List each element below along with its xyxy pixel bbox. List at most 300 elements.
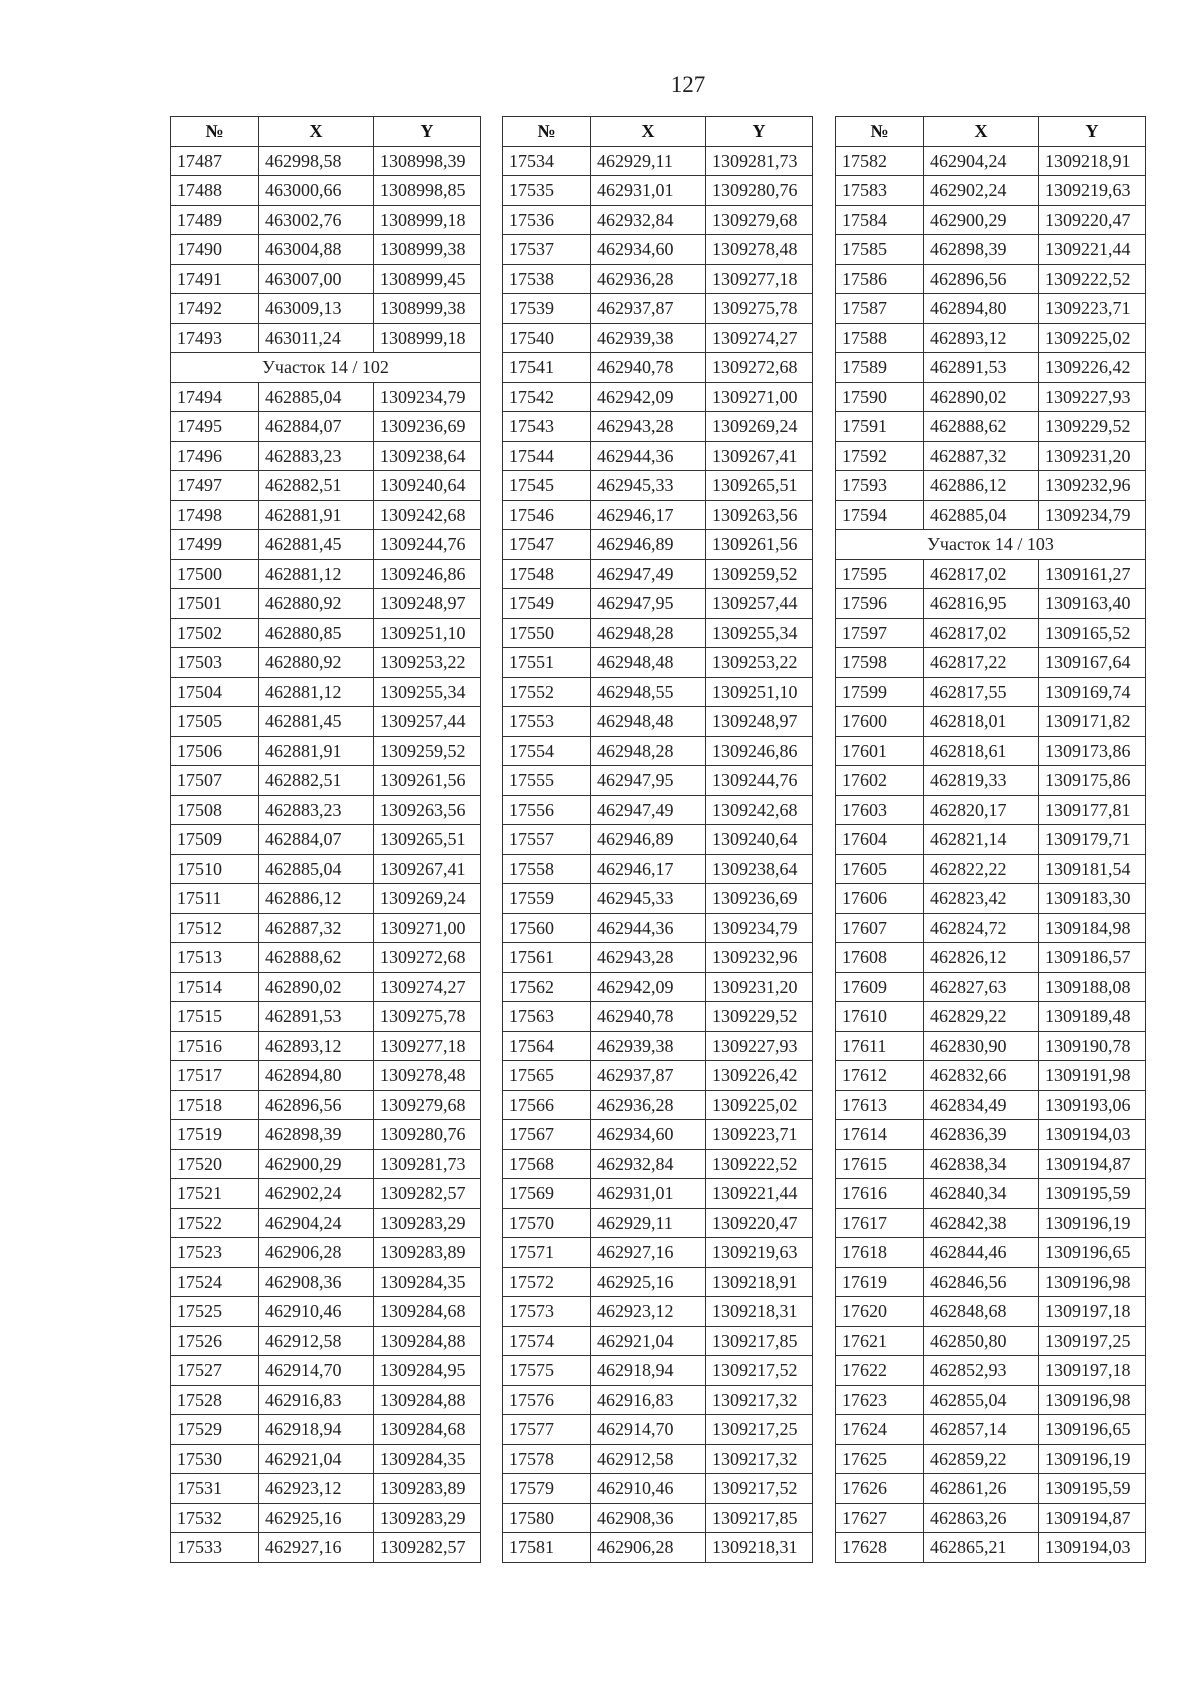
y-coordinate-cell: 1309274,27 — [706, 323, 813, 353]
point-number-cell: 17516 — [171, 1031, 259, 1061]
y-coordinate-cell: 1309280,76 — [706, 176, 813, 206]
x-coordinate-cell: 462881,91 — [259, 736, 374, 766]
y-coordinate-cell: 1308999,38 — [374, 235, 481, 265]
y-coordinate-cell: 1309229,52 — [1039, 412, 1146, 442]
point-number-cell: 17489 — [171, 205, 259, 235]
y-coordinate-cell: 1309283,89 — [374, 1238, 481, 1268]
y-coordinate-cell: 1309281,73 — [374, 1149, 481, 1179]
table-row — [503, 972, 813, 1002]
point-number-cell: 17578 — [503, 1444, 591, 1474]
section-row — [171, 353, 481, 383]
point-number-cell: 17540 — [503, 323, 591, 353]
y-coordinate-cell: 1309220,47 — [706, 1208, 813, 1238]
x-coordinate-cell: 462818,61 — [924, 736, 1039, 766]
point-number-cell: 17491 — [171, 264, 259, 294]
point-number-cell: 17561 — [503, 943, 591, 973]
point-number-cell: 17497 — [171, 471, 259, 501]
y-coordinate-cell: 1309236,69 — [706, 884, 813, 914]
y-coordinate-cell: 1309218,91 — [706, 1267, 813, 1297]
point-number-cell: 17555 — [503, 766, 591, 796]
x-coordinate-cell: 462900,29 — [259, 1149, 374, 1179]
x-coordinate-cell: 462882,51 — [259, 471, 374, 501]
y-coordinate-cell: 1309190,78 — [1039, 1031, 1146, 1061]
y-coordinate-cell: 1309275,78 — [706, 294, 813, 324]
table-row — [503, 1179, 813, 1209]
table-row — [836, 412, 1146, 442]
table-row — [171, 323, 481, 353]
y-coordinate-cell: 1309251,10 — [374, 618, 481, 648]
table-row — [503, 707, 813, 737]
table-row — [171, 235, 481, 265]
y-coordinate-cell: 1308999,18 — [374, 205, 481, 235]
table-row — [836, 1297, 1146, 1327]
x-coordinate-cell: 462910,46 — [259, 1297, 374, 1327]
y-coordinate-cell: 1309169,74 — [1039, 677, 1146, 707]
point-number-cell: 17597 — [836, 618, 924, 648]
y-coordinate-cell: 1309257,44 — [706, 589, 813, 619]
point-number-cell: 17512 — [171, 913, 259, 943]
x-coordinate-cell: 462945,33 — [591, 471, 706, 501]
y-coordinate-cell: 1309217,52 — [706, 1356, 813, 1386]
table-row — [836, 677, 1146, 707]
y-coordinate-cell: 1309231,20 — [1039, 441, 1146, 471]
table-row — [836, 1002, 1146, 1032]
x-coordinate-cell: 462923,12 — [591, 1297, 706, 1327]
point-number-cell: 17524 — [171, 1267, 259, 1297]
table-row — [836, 176, 1146, 206]
table-row — [503, 677, 813, 707]
point-number-cell: 17562 — [503, 972, 591, 1002]
x-coordinate-cell: 462885,04 — [259, 854, 374, 884]
x-coordinate-cell: 462884,07 — [259, 412, 374, 442]
x-coordinate-cell: 462946,17 — [591, 500, 706, 530]
point-number-cell: 17586 — [836, 264, 924, 294]
point-number-cell: 17523 — [171, 1238, 259, 1268]
y-coordinate-cell: 1309217,85 — [706, 1503, 813, 1533]
y-coordinate-cell: 1309281,73 — [706, 146, 813, 176]
x-coordinate-cell: 462921,04 — [591, 1326, 706, 1356]
y-coordinate-cell: 1309265,51 — [706, 471, 813, 501]
table-row — [503, 1444, 813, 1474]
y-coordinate-cell: 1309222,52 — [706, 1149, 813, 1179]
y-coordinate-cell: 1309219,63 — [1039, 176, 1146, 206]
y-coordinate-cell: 1309284,35 — [374, 1267, 481, 1297]
table-row — [836, 1503, 1146, 1533]
x-coordinate-cell: 462881,91 — [259, 500, 374, 530]
point-number-cell: 17599 — [836, 677, 924, 707]
y-coordinate-cell: 1309269,24 — [706, 412, 813, 442]
y-coordinate-cell: 1309267,41 — [706, 441, 813, 471]
point-number-cell: 17591 — [836, 412, 924, 442]
point-number-cell: 17589 — [836, 353, 924, 383]
table-row — [836, 1356, 1146, 1386]
x-coordinate-cell: 462948,28 — [591, 736, 706, 766]
x-coordinate-cell: 462896,56 — [259, 1090, 374, 1120]
y-coordinate-cell: 1309272,68 — [706, 353, 813, 383]
y-coordinate-cell: 1309229,52 — [706, 1002, 813, 1032]
y-coordinate-cell: 1309177,81 — [1039, 795, 1146, 825]
y-coordinate-cell: 1308999,38 — [374, 294, 481, 324]
x-coordinate-cell: 462948,48 — [591, 648, 706, 678]
table-row — [171, 913, 481, 943]
x-coordinate-cell: 462881,45 — [259, 707, 374, 737]
point-number-cell: 17595 — [836, 559, 924, 589]
x-coordinate-cell: 462893,12 — [924, 323, 1039, 353]
y-coordinate-cell: 1309173,86 — [1039, 736, 1146, 766]
x-coordinate-cell: 462818,01 — [924, 707, 1039, 737]
x-coordinate-cell: 462821,14 — [924, 825, 1039, 855]
table-row — [836, 1090, 1146, 1120]
x-coordinate-cell: 462929,11 — [591, 1208, 706, 1238]
y-coordinate-cell: 1309263,56 — [374, 795, 481, 825]
point-number-cell: 17563 — [503, 1002, 591, 1032]
point-number-cell: 17510 — [171, 854, 259, 884]
table-row — [503, 1326, 813, 1356]
table-row — [171, 766, 481, 796]
point-number-cell: 17568 — [503, 1149, 591, 1179]
y-coordinate-cell: 1309217,25 — [706, 1415, 813, 1445]
coordinates-table-1 — [170, 116, 481, 1563]
point-number-cell: 17622 — [836, 1356, 924, 1386]
x-coordinate-cell: 462906,28 — [591, 1533, 706, 1563]
table-row — [503, 1208, 813, 1238]
x-coordinate-cell: 462894,80 — [924, 294, 1039, 324]
table-row — [503, 205, 813, 235]
y-coordinate-cell: 1309223,71 — [706, 1120, 813, 1150]
point-number-cell: 17625 — [836, 1444, 924, 1474]
header-row — [171, 117, 481, 147]
y-coordinate-cell: 1309221,44 — [706, 1179, 813, 1209]
x-coordinate-cell: 462830,90 — [924, 1031, 1039, 1061]
table-row — [836, 1238, 1146, 1268]
x-coordinate-cell: 462908,36 — [259, 1267, 374, 1297]
y-coordinate-cell: 1309231,20 — [706, 972, 813, 1002]
x-coordinate-cell: 462904,24 — [924, 146, 1039, 176]
point-number-cell: 17529 — [171, 1415, 259, 1445]
y-coordinate-cell: 1309218,91 — [1039, 146, 1146, 176]
point-number-cell: 17590 — [836, 382, 924, 412]
x-coordinate-cell: 462916,83 — [591, 1385, 706, 1415]
y-coordinate-cell: 1308998,39 — [374, 146, 481, 176]
y-coordinate-cell: 1309234,79 — [1039, 500, 1146, 530]
point-number-cell: 17579 — [503, 1474, 591, 1504]
table-row — [171, 559, 481, 589]
point-number-cell: 17581 — [503, 1533, 591, 1563]
x-coordinate-cell: 462888,62 — [924, 412, 1039, 442]
table-row — [836, 707, 1146, 737]
table-row — [836, 353, 1146, 383]
table-row — [503, 1149, 813, 1179]
table-row — [503, 353, 813, 383]
table-row — [836, 825, 1146, 855]
point-number-cell: 17521 — [171, 1179, 259, 1209]
y-coordinate-cell: 1309196,19 — [1039, 1444, 1146, 1474]
x-coordinate-cell: 462939,38 — [591, 323, 706, 353]
x-coordinate-cell: 462885,04 — [259, 382, 374, 412]
point-number-cell: 17554 — [503, 736, 591, 766]
y-coordinate-cell: 1309284,88 — [374, 1385, 481, 1415]
y-coordinate-cell: 1309261,56 — [706, 530, 813, 560]
table-row — [171, 648, 481, 678]
x-coordinate-cell: 462844,46 — [924, 1238, 1039, 1268]
table-row — [171, 1297, 481, 1327]
point-number-cell: 17535 — [503, 176, 591, 206]
x-coordinate-cell: 462914,70 — [591, 1415, 706, 1445]
y-coordinate-cell: 1309283,89 — [374, 1474, 481, 1504]
table-row — [836, 1533, 1146, 1563]
y-coordinate-cell: 1309234,79 — [706, 913, 813, 943]
point-number-cell: 17615 — [836, 1149, 924, 1179]
point-number-cell: 17559 — [503, 884, 591, 914]
y-coordinate-cell: 1309242,68 — [374, 500, 481, 530]
table-row — [503, 235, 813, 265]
point-number-cell: 17539 — [503, 294, 591, 324]
x-coordinate-cell: 462946,17 — [591, 854, 706, 884]
y-coordinate-cell: 1309181,54 — [1039, 854, 1146, 884]
x-coordinate-cell: 462918,94 — [591, 1356, 706, 1386]
y-coordinate-cell: 1309186,57 — [1039, 943, 1146, 973]
table-row — [171, 825, 481, 855]
table-row — [171, 1061, 481, 1091]
table-row — [503, 382, 813, 412]
y-coordinate-cell: 1309271,00 — [374, 913, 481, 943]
table-row — [503, 1031, 813, 1061]
point-number-cell: 17619 — [836, 1267, 924, 1297]
table-row — [503, 884, 813, 914]
y-coordinate-cell: 1309218,31 — [706, 1297, 813, 1327]
y-coordinate-cell: 1309271,00 — [706, 382, 813, 412]
point-number-cell: 17571 — [503, 1238, 591, 1268]
table-row — [503, 176, 813, 206]
x-coordinate-cell: 462937,87 — [591, 1061, 706, 1091]
page-number: 127 — [670, 72, 706, 97]
table-row — [503, 825, 813, 855]
x-coordinate-cell: 462942,09 — [591, 382, 706, 412]
x-coordinate-cell: 462934,60 — [591, 1120, 706, 1150]
point-number-cell: 17537 — [503, 235, 591, 265]
table-row — [171, 1267, 481, 1297]
point-number-cell: 17627 — [836, 1503, 924, 1533]
x-coordinate-cell: 462947,95 — [591, 589, 706, 619]
x-coordinate-cell: 462884,07 — [259, 825, 374, 855]
table-row — [836, 1061, 1146, 1091]
table-row — [836, 884, 1146, 914]
y-coordinate-cell: 1309221,44 — [1039, 235, 1146, 265]
x-coordinate-cell: 462817,22 — [924, 648, 1039, 678]
x-coordinate-cell: 462838,34 — [924, 1149, 1039, 1179]
y-coordinate-cell: 1309240,64 — [374, 471, 481, 501]
x-coordinate-cell: 463002,76 — [259, 205, 374, 235]
y-coordinate-cell: 1309284,68 — [374, 1415, 481, 1445]
point-number-cell: 17526 — [171, 1326, 259, 1356]
x-coordinate-cell: 462910,46 — [591, 1474, 706, 1504]
y-coordinate-cell: 1309194,87 — [1039, 1503, 1146, 1533]
x-coordinate-cell: 462891,53 — [259, 1002, 374, 1032]
x-coordinate-cell: 462898,39 — [259, 1120, 374, 1150]
x-coordinate-cell: 462945,33 — [591, 884, 706, 914]
y-coordinate-cell: 1309175,86 — [1039, 766, 1146, 796]
y-coordinate-cell: 1309284,88 — [374, 1326, 481, 1356]
point-number-cell: 17547 — [503, 530, 591, 560]
table-row — [836, 441, 1146, 471]
table-row — [836, 1120, 1146, 1150]
y-coordinate-cell: 1309277,18 — [706, 264, 813, 294]
table-row — [171, 1002, 481, 1032]
y-coordinate-cell: 1309259,52 — [374, 736, 481, 766]
table-row — [836, 913, 1146, 943]
point-number-cell: 17605 — [836, 854, 924, 884]
y-coordinate-cell: 1309197,18 — [1039, 1297, 1146, 1327]
table-row — [503, 146, 813, 176]
point-number-cell: 17492 — [171, 294, 259, 324]
x-coordinate-cell: 462896,56 — [924, 264, 1039, 294]
x-coordinate-cell: 462927,16 — [259, 1533, 374, 1563]
x-coordinate-cell: 462817,02 — [924, 618, 1039, 648]
y-coordinate-cell: 1309223,71 — [1039, 294, 1146, 324]
table-row — [836, 972, 1146, 1002]
table-row — [503, 618, 813, 648]
point-number-cell: 17618 — [836, 1238, 924, 1268]
section-title: Участок 14 / 102 — [171, 353, 481, 383]
y-coordinate-cell: 1309244,76 — [706, 766, 813, 796]
x-coordinate-cell: 462925,16 — [591, 1267, 706, 1297]
x-coordinate-cell: 462947,49 — [591, 795, 706, 825]
point-number-cell: 17598 — [836, 648, 924, 678]
y-coordinate-cell: 1309257,44 — [374, 707, 481, 737]
y-coordinate-cell: 1309194,03 — [1039, 1533, 1146, 1563]
y-coordinate-cell: 1309284,68 — [374, 1297, 481, 1327]
point-number-cell: 17607 — [836, 913, 924, 943]
table-row — [503, 943, 813, 973]
point-number-cell: 17557 — [503, 825, 591, 855]
x-coordinate-cell: 462836,39 — [924, 1120, 1039, 1150]
table-row — [171, 677, 481, 707]
header-y: Y — [374, 117, 481, 147]
y-coordinate-cell: 1309183,30 — [1039, 884, 1146, 914]
point-number-cell: 17499 — [171, 530, 259, 560]
x-coordinate-cell: 462904,24 — [259, 1208, 374, 1238]
table-row — [836, 235, 1146, 265]
x-coordinate-cell: 462882,51 — [259, 766, 374, 796]
x-coordinate-cell: 462834,49 — [924, 1090, 1039, 1120]
y-coordinate-cell: 1309225,02 — [706, 1090, 813, 1120]
y-coordinate-cell: 1309279,68 — [374, 1090, 481, 1120]
table-row — [171, 1149, 481, 1179]
point-number-cell: 17544 — [503, 441, 591, 471]
point-number-cell: 17610 — [836, 1002, 924, 1032]
point-number-cell: 17532 — [171, 1503, 259, 1533]
table-row — [836, 1385, 1146, 1415]
table-row — [836, 382, 1146, 412]
x-coordinate-cell: 463007,00 — [259, 264, 374, 294]
point-number-cell: 17517 — [171, 1061, 259, 1091]
x-coordinate-cell: 462940,78 — [591, 353, 706, 383]
table-row — [171, 736, 481, 766]
point-number-cell: 17606 — [836, 884, 924, 914]
y-coordinate-cell: 1309234,79 — [374, 382, 481, 412]
point-number-cell: 17623 — [836, 1385, 924, 1415]
table-row — [171, 146, 481, 176]
x-coordinate-cell: 462937,87 — [591, 294, 706, 324]
y-coordinate-cell: 1309280,76 — [374, 1120, 481, 1150]
point-number-cell: 17551 — [503, 648, 591, 678]
table-row — [171, 1090, 481, 1120]
point-number-cell: 17509 — [171, 825, 259, 855]
x-coordinate-cell: 463009,13 — [259, 294, 374, 324]
x-coordinate-cell: 462912,58 — [259, 1326, 374, 1356]
y-coordinate-cell: 1309217,32 — [706, 1444, 813, 1474]
point-number-cell: 17588 — [836, 323, 924, 353]
y-coordinate-cell: 1309226,42 — [706, 1061, 813, 1091]
y-coordinate-cell: 1309240,64 — [706, 825, 813, 855]
point-number-cell: 17603 — [836, 795, 924, 825]
x-coordinate-cell: 462946,89 — [591, 530, 706, 560]
y-coordinate-cell: 1309194,87 — [1039, 1149, 1146, 1179]
x-coordinate-cell: 462936,28 — [591, 1090, 706, 1120]
point-number-cell: 17506 — [171, 736, 259, 766]
x-coordinate-cell: 462881,45 — [259, 530, 374, 560]
y-coordinate-cell: 1309284,35 — [374, 1444, 481, 1474]
x-coordinate-cell: 462921,04 — [259, 1444, 374, 1474]
y-coordinate-cell: 1309253,22 — [706, 648, 813, 678]
point-number-cell: 17602 — [836, 766, 924, 796]
table-row — [171, 264, 481, 294]
table-row — [503, 589, 813, 619]
y-coordinate-cell: 1309179,71 — [1039, 825, 1146, 855]
table-row — [503, 1120, 813, 1150]
point-number-cell: 17604 — [836, 825, 924, 855]
x-coordinate-cell: 462912,58 — [591, 1444, 706, 1474]
y-coordinate-cell: 1309263,56 — [706, 500, 813, 530]
table-row — [836, 1179, 1146, 1209]
table-row — [503, 294, 813, 324]
point-number-cell: 17487 — [171, 146, 259, 176]
x-coordinate-cell: 462932,84 — [591, 1149, 706, 1179]
x-coordinate-cell: 462888,62 — [259, 943, 374, 973]
x-coordinate-cell: 462894,80 — [259, 1061, 374, 1091]
table-row — [836, 264, 1146, 294]
y-coordinate-cell: 1309232,96 — [1039, 471, 1146, 501]
point-number-cell: 17498 — [171, 500, 259, 530]
x-coordinate-cell: 462906,28 — [259, 1238, 374, 1268]
y-coordinate-cell: 1309246,86 — [706, 736, 813, 766]
x-coordinate-cell: 462936,28 — [591, 264, 706, 294]
y-coordinate-cell: 1309161,27 — [1039, 559, 1146, 589]
x-coordinate-cell: 463011,24 — [259, 323, 374, 353]
point-number-cell: 17577 — [503, 1415, 591, 1445]
header-row — [503, 117, 813, 147]
x-coordinate-cell: 462883,23 — [259, 795, 374, 825]
x-coordinate-cell: 462893,12 — [259, 1031, 374, 1061]
table-row — [836, 1415, 1146, 1445]
coordinates-table-2 — [502, 116, 813, 1563]
table-row — [503, 1533, 813, 1563]
point-number-cell: 17495 — [171, 412, 259, 442]
x-coordinate-cell: 462857,14 — [924, 1415, 1039, 1445]
x-coordinate-cell: 462883,23 — [259, 441, 374, 471]
x-coordinate-cell: 462948,48 — [591, 707, 706, 737]
table-row — [836, 500, 1146, 530]
table-row — [836, 1444, 1146, 1474]
x-coordinate-cell: 462916,83 — [259, 1385, 374, 1415]
point-number-cell: 17575 — [503, 1356, 591, 1386]
point-number-cell: 17545 — [503, 471, 591, 501]
header-number: № — [836, 117, 924, 147]
table-row — [503, 264, 813, 294]
y-coordinate-cell: 1309278,48 — [374, 1061, 481, 1091]
x-coordinate-cell: 462819,33 — [924, 766, 1039, 796]
y-coordinate-cell: 1309171,82 — [1039, 707, 1146, 737]
